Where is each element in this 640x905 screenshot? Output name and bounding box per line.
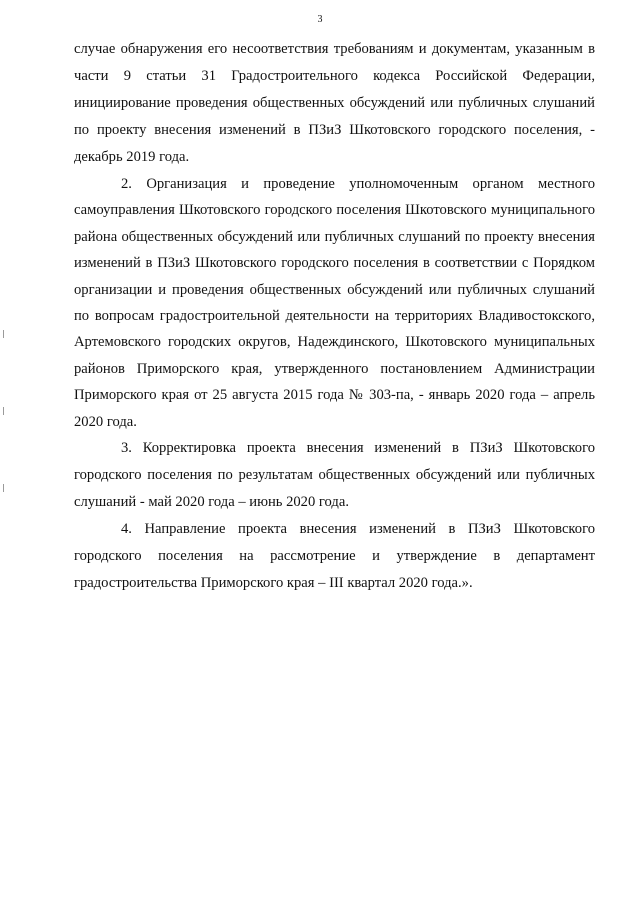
margin-scan-mark — [3, 407, 4, 415]
margin-scan-mark — [3, 484, 4, 492]
paragraph-item-3: 3. Корректировка проекта внесения изменений в ПЗиЗ Шкотовского городского поселения по результатам общественных обсуждений или публичных слушаний - май 2020 года – июнь 2020 года. — [74, 440, 595, 511]
document-body — [74, 36, 595, 597]
paragraph-continuation: случае обнаружения его несоответствия требованиям и документам, указанным в части 9 статьи 31 Градостроительного кодекса Российской Федерации, инициирование проведения общественных обсуждений или публичных слушаний по проекту внесения изменений в ПЗиЗ Шкотовского городского поселения, - декабрь 2019 года. — [74, 41, 595, 165]
paragraph-item-2: 2. Организация и проведение уполномоченным органом местного самоуправления Шкотовского городского поселения Шкотовского муниципального района общественных обсуждений или публичных слушаний по проекту внесения изменений в ПЗиЗ Шкотовского городского поселения в соответствии с Порядком организации и проведения общественных обсуждений или публичных слушаний по вопросам градостроительной деятельности на территориях Владивостокского, Артемовского городских округов, Надеждинского, Шкотовского муниципальных районов Приморского края, утвержденного постановлением Администрации Приморского края от 25 августа 2015 года № 303-па, - январь 2020 года – апрель 2020 года. — [74, 176, 595, 430]
page-number: 3 — [317, 14, 323, 25]
paragraph-item-4: 4. Направление проекта внесения изменений в ПЗиЗ Шкотовского городского поселения на рассмотрение и утверждение в департамент градостроительства Приморского края – III квартал 2020 года.». — [74, 521, 595, 592]
margin-scan-mark — [3, 330, 4, 338]
